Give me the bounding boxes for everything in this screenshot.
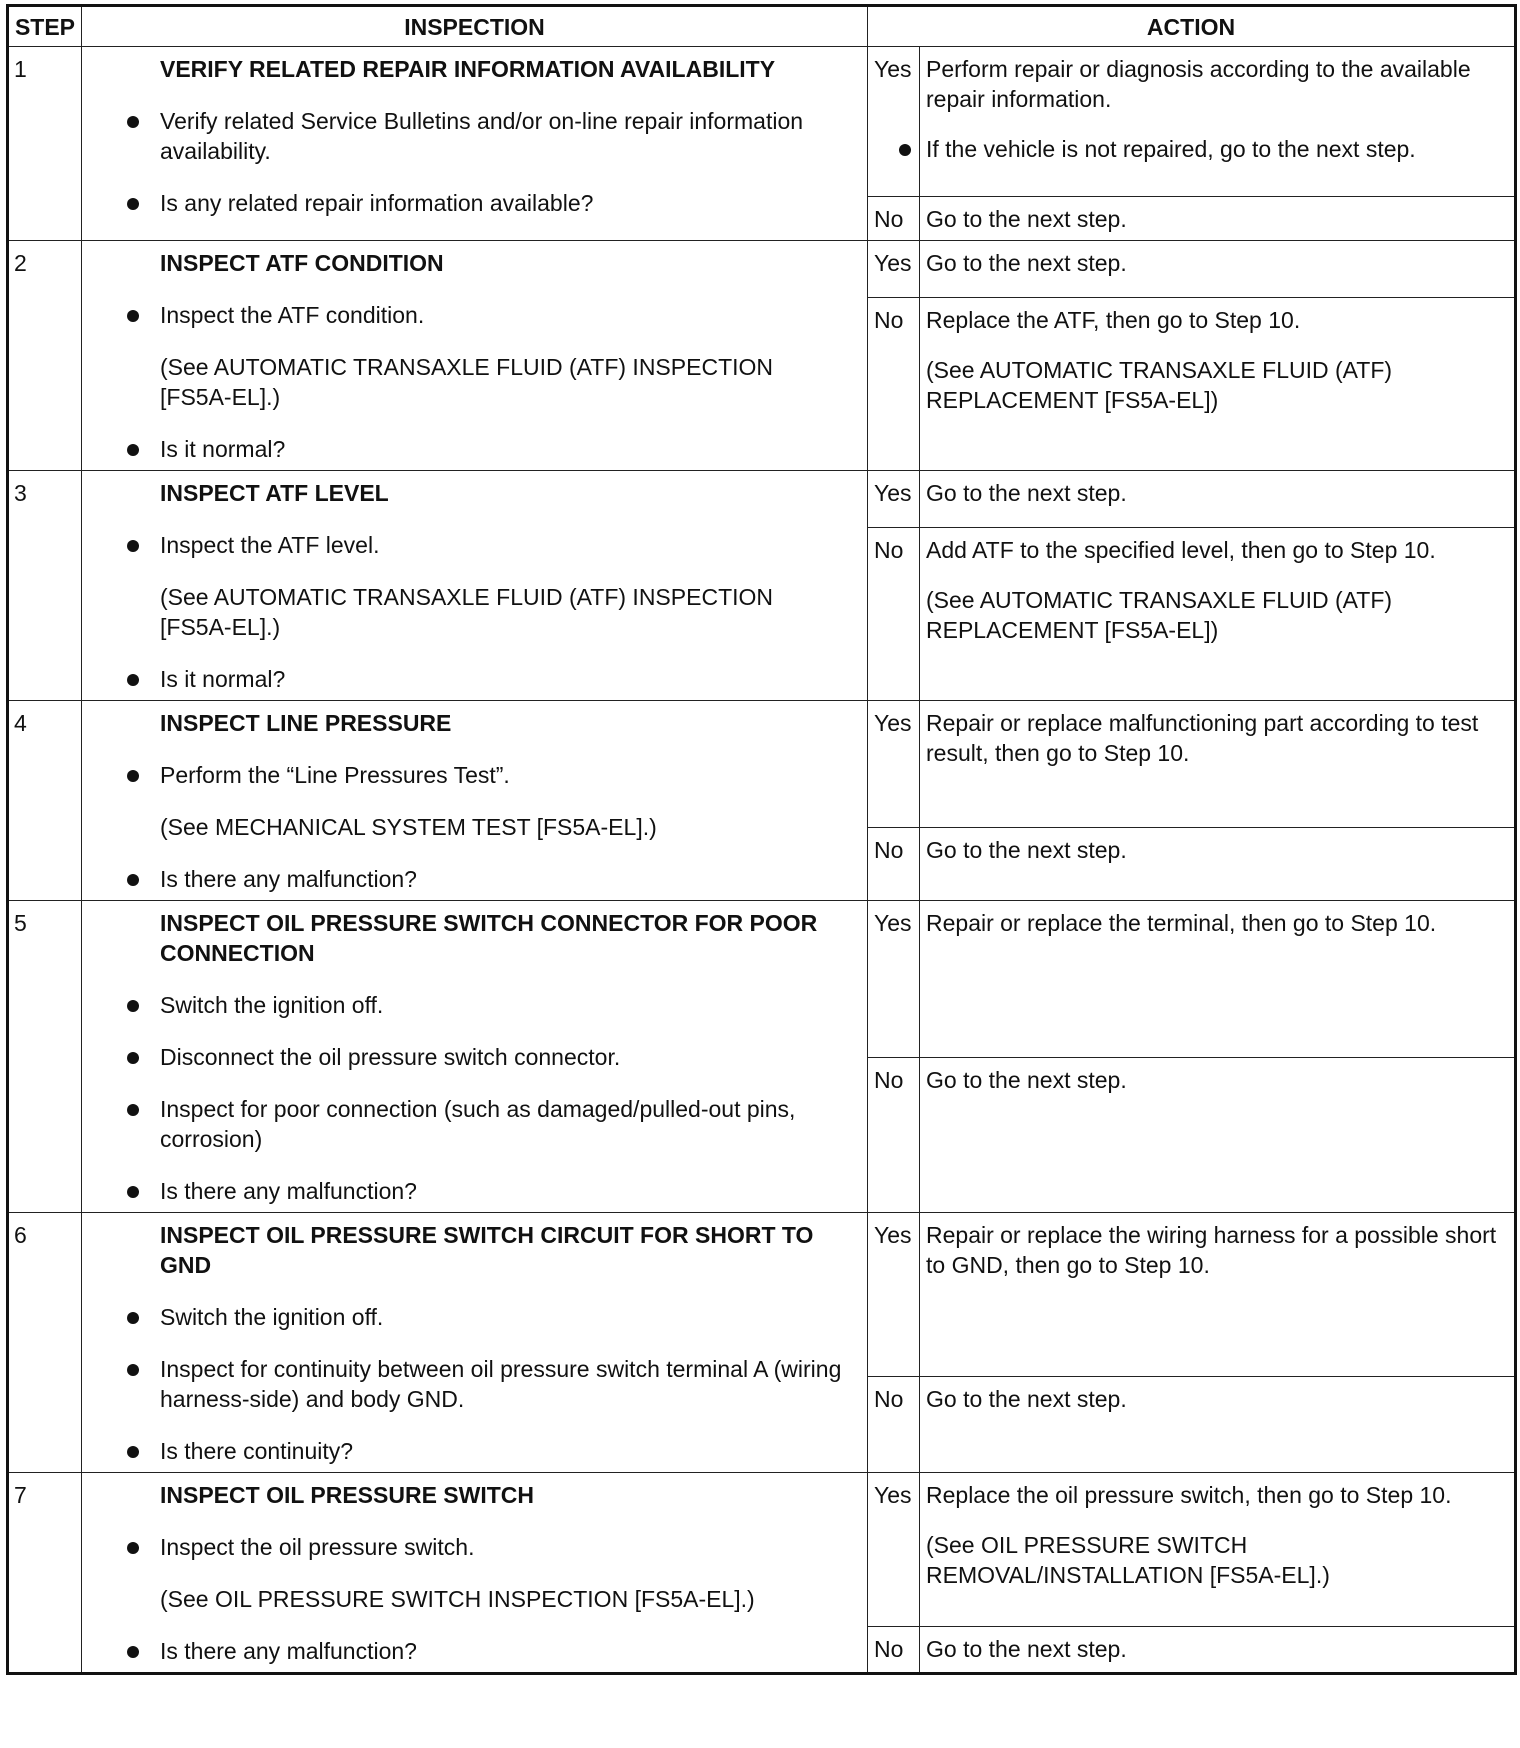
header-inspection: INSPECTION (82, 6, 868, 47)
yes-reference: (See OIL PRESSURE SWITCH REMOVAL/INSTALLATION [FS5A-EL].) (926, 1532, 1330, 1588)
step-title: VERIFY RELATED REPAIR INFORMATION AVAILABILITY (160, 56, 776, 82)
bullet-text: Inspect for continuity between oil pressure switch terminal A (wiring harness-side) and body GND. (160, 1356, 842, 1412)
yes-label: Yes (868, 701, 920, 828)
yes-action (920, 471, 1516, 528)
step-number: 6 (8, 1213, 82, 1473)
yes-label: Yes (868, 1473, 920, 1627)
no-action-text: Go to the next step. (926, 836, 1127, 863)
step-number: 3 (8, 471, 82, 701)
header-row (8, 6, 1516, 47)
no-action-text: Go to the next step. (926, 1385, 1127, 1412)
step-row (8, 1473, 1516, 1627)
bullet-text: Switch the ignition off. (160, 992, 384, 1018)
bullet-icon (127, 874, 139, 886)
reference-text: (See AUTOMATIC TRANSAXLE FLUID (ATF) INSPECTION [FS5A-EL].) (160, 584, 774, 640)
inspection-bullet (160, 106, 847, 166)
no-action-text: Go to the next step. (926, 206, 1127, 232)
no-action-text: Go to the next step. (926, 1066, 1127, 1093)
yes-action-text: Go to the next step. (926, 480, 1127, 506)
no-action-text: Replace the ATF, then go to Step 10. (926, 307, 1301, 334)
no-label: No (868, 298, 920, 471)
yes-action (920, 1473, 1516, 1627)
yes-label: Yes (868, 901, 920, 1058)
reference-text: (See AUTOMATIC TRANSAXLE FLUID (ATF) INSPECTION [FS5A-EL].) (160, 354, 774, 410)
no-action-text: Add ATF to the specified level, then go to Step 10. (926, 537, 1436, 564)
bullet-text: Is it normal? (160, 436, 286, 462)
no-action (920, 528, 1516, 701)
inspection-bullet (160, 990, 847, 1020)
bullet-text: Is there any malfunction? (160, 866, 417, 892)
yes-label: Yes (868, 1213, 920, 1377)
no-reference: (See AUTOMATIC TRANSAXLE FLUID (ATF) REPLACEMENT [FS5A-EL]) (926, 357, 1393, 414)
inspection-cell (82, 901, 868, 1213)
bullet-icon (127, 198, 139, 210)
inspection-bullet (160, 760, 847, 790)
bullet-icon (127, 1542, 139, 1554)
bullet-icon (127, 444, 139, 456)
step-number: 5 (8, 901, 82, 1213)
step-title: INSPECT LINE PRESSURE (160, 710, 452, 736)
inspection-cell (82, 1473, 868, 1674)
bullet-text: Inspect for poor connection (such as damaged/pulled-out pins, corrosion) (160, 1096, 796, 1152)
yes-action-text: Repair or replace the terminal, then go to Step 10. (926, 910, 1437, 936)
inspection-bullet (160, 1436, 847, 1466)
bullet-icon (127, 1000, 139, 1012)
step-number: 2 (8, 241, 82, 471)
no-label: No (868, 197, 920, 241)
inspection-bullet (160, 1094, 847, 1154)
yes-sub-bullet (926, 134, 1502, 164)
no-label: No (868, 528, 920, 701)
step-row (8, 471, 1516, 528)
bullet-text: Is there continuity? (160, 1438, 354, 1464)
bullet-text: Is there any malfunction? (160, 1638, 417, 1664)
bullet-text: Is it normal? (160, 666, 286, 692)
yes-action-text: Repair or replace malfunctioning part according to test result, then go to Step 10. (926, 710, 1479, 766)
inspection-cell (82, 47, 868, 241)
bullet-icon (127, 770, 139, 782)
no-action-text: Go to the next step. (926, 1635, 1127, 1662)
no-action (920, 827, 1516, 900)
inspection-bullet (160, 434, 847, 464)
bullet-icon (127, 1646, 139, 1658)
step-title: INSPECT OIL PRESSURE SWITCH (160, 1482, 535, 1508)
bullet-text: Is there any malfunction? (160, 1178, 417, 1204)
inspection-cell (82, 1213, 868, 1473)
header-step: STEP (8, 6, 82, 47)
step-number: 7 (8, 1473, 82, 1674)
yes-action (920, 47, 1516, 197)
step-title: INSPECT ATF LEVEL (160, 480, 389, 506)
no-action (920, 1057, 1516, 1212)
inspection-cell (82, 701, 868, 901)
no-action (920, 197, 1516, 241)
reference-text: (See MECHANICAL SYSTEM TEST [FS5A-EL].) (160, 814, 657, 840)
bullet-text: Perform the “Line Pressures Test”. (160, 762, 510, 788)
step-title: INSPECT ATF CONDITION (160, 250, 444, 276)
bullet-icon (127, 1186, 139, 1198)
bullet-icon (127, 1104, 139, 1116)
bullet-icon (127, 540, 139, 552)
no-label: No (868, 1376, 920, 1472)
yes-action (920, 1213, 1516, 1377)
no-label: No (868, 1626, 920, 1673)
bullet-icon (127, 1052, 139, 1064)
step-row (8, 701, 1516, 828)
yes-action-text: Replace the oil pressure switch, then go to Step 10. (926, 1482, 1452, 1508)
no-reference: (See AUTOMATIC TRANSAXLE FLUID (ATF) REPLACEMENT [FS5A-EL]) (926, 587, 1393, 644)
no-action (920, 1626, 1516, 1673)
bullet-icon (127, 116, 139, 128)
bullet-text: Disconnect the oil pressure switch connector. (160, 1044, 621, 1070)
no-label: No (868, 1057, 920, 1212)
step-row (8, 241, 1516, 298)
yes-action-text: Repair or replace the wiring harness for a possible short to GND, then go to Step 10. (926, 1222, 1497, 1278)
inspection-bullet (160, 1354, 847, 1414)
reference-text: (See OIL PRESSURE SWITCH INSPECTION [FS5A-EL].) (160, 1586, 755, 1612)
inspection-bullet (160, 530, 847, 560)
no-action (920, 1376, 1516, 1472)
no-action (920, 298, 1516, 471)
inspection-cell (82, 241, 868, 471)
bullet-text: Inspect the ATF level. (160, 532, 380, 558)
bullet-text: Inspect the ATF condition. (160, 302, 425, 328)
yes-action (920, 901, 1516, 1058)
yes-action (920, 241, 1516, 298)
step-row (8, 47, 1516, 197)
yes-action-text: Go to the next step. (926, 250, 1127, 276)
bullet-icon (127, 1312, 139, 1324)
bullet-text: Switch the ignition off. (160, 1304, 384, 1330)
step-row (8, 1213, 1516, 1377)
yes-sub-text: If the vehicle is not repaired, go to the next step. (926, 136, 1416, 162)
yes-label: Yes (868, 471, 920, 528)
inspection-bullet (160, 1042, 847, 1072)
bullet-text: Is any related repair information available? (160, 190, 594, 216)
step-title: INSPECT OIL PRESSURE SWITCH CONNECTOR FOR POOR CONNECTION (160, 910, 818, 966)
inspection-bullet (160, 1636, 847, 1666)
inspection-cell (82, 471, 868, 701)
inspection-bullet (160, 1532, 847, 1562)
bullet-text: Verify related Service Bulletins and/or on-line repair information availability. (160, 108, 804, 164)
bullet-text: Inspect the oil pressure switch. (160, 1534, 475, 1560)
step-number: 1 (8, 47, 82, 241)
step-number: 4 (8, 701, 82, 901)
inspection-bullet (160, 664, 847, 694)
yes-action-text: Perform repair or diagnosis according to the available repair information. (926, 56, 1471, 112)
inspection-bullet (160, 1302, 847, 1332)
inspection-bullet (160, 188, 847, 218)
bullet-icon (899, 144, 911, 156)
step-title: INSPECT OIL PRESSURE SWITCH CIRCUIT FOR SHORT TO GND (160, 1222, 814, 1278)
inspection-bullet (160, 300, 847, 330)
yes-label: Yes (868, 47, 920, 197)
bullet-icon (127, 310, 139, 322)
bullet-icon (127, 674, 139, 686)
bullet-icon (127, 1446, 139, 1458)
header-action: ACTION (868, 6, 1516, 47)
inspection-bullet (160, 1176, 847, 1206)
diagnostic-table (6, 4, 1517, 1675)
no-label: No (868, 827, 920, 900)
bullet-icon (127, 1364, 139, 1376)
inspection-bullet (160, 864, 847, 894)
step-row (8, 901, 1516, 1058)
yes-label: Yes (868, 241, 920, 298)
yes-action (920, 701, 1516, 828)
